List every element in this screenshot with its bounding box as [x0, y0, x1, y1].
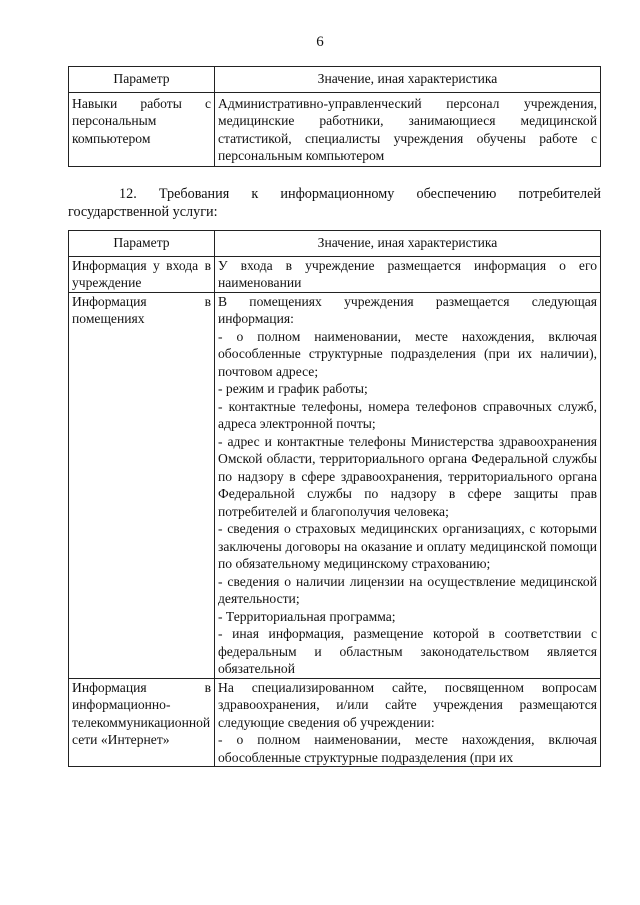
param-cell: Информация в информационно-телекоммуникационной сети «Интернет» — [69, 678, 215, 767]
value-cell: У входа в учреждение размещается информация о его наименовании — [215, 256, 601, 292]
header-value: Значение, иная характеристика — [215, 67, 601, 93]
list-item: - сведения о наличии лицензии на осуществление медицинской деятельности; — [218, 573, 597, 606]
table-row — [69, 678, 601, 767]
list-item: - сведения о страховых медицинских организациях, с которыми заключены договоры на оказание и оплату медицинской помощи по обязательному медицинскому страхованию; — [218, 521, 597, 571]
value-cell — [215, 292, 601, 678]
table-row — [69, 256, 601, 292]
table-row — [69, 292, 601, 678]
table-header-row — [69, 231, 601, 257]
table-row — [69, 92, 601, 166]
list-item: - адрес и контактные телефоны Министерства здравоохранения Омской области, территориального органа Федеральной службы по надзору в сфере здравоохранения, территориального органа Федеральной службы по надзору в сфере защиты прав потребителей и благополучия человека; — [218, 433, 597, 519]
section-paragraph: 12. Требования к информационному обеспечению потребителей государственной услуги: — [68, 186, 601, 220]
table-header-row — [69, 67, 601, 93]
header-param: Параметр — [69, 67, 215, 93]
param-cell: Информация в помещениях — [69, 292, 215, 678]
table-information — [68, 230, 601, 767]
param-cell: Информация у входа в учреждение — [69, 256, 215, 292]
list-item: - иная информация, размещение которой в соответствии с федеральным и областным законодательством является обязательной — [218, 626, 597, 676]
param-cell: Навыки работы с персональным компьютером — [69, 92, 215, 166]
list-item: - Территориальная программа; — [218, 608, 396, 624]
value-intro: На специализированном сайте, посвященном вопросам здравоохранения, и/или сайте учреждения размещаются следующие сведения об учреждении: — [218, 679, 597, 730]
value-cell: Административно-управленческий персонал учреждения, медицинские работники, занимающиеся медицинской статистикой, специалисты учреждения обучены работе с персональным компьютером — [215, 92, 601, 166]
table-skills — [68, 66, 601, 167]
list-item: - контактные телефоны, номера телефонов справочных служб, адреса электронной почты; — [218, 398, 597, 431]
value-cell — [215, 678, 601, 767]
header-value: Значение, иная характеристика — [215, 231, 601, 257]
list-item: - режим и график работы; — [218, 381, 368, 396]
page-number: 6 — [316, 34, 324, 50]
list-item: - о полном наименовании, месте нахождения, включая обособленные структурные подразделения (при их — [218, 732, 597, 765]
list-item: - о полном наименовании, месте нахождения, включая обособленные структурные подразделения (при их наличии), почтовом адресе; — [218, 328, 597, 379]
value-intro: В помещениях учреждения размещается следующая информация: — [218, 293, 597, 326]
header-param: Параметр — [69, 231, 215, 257]
